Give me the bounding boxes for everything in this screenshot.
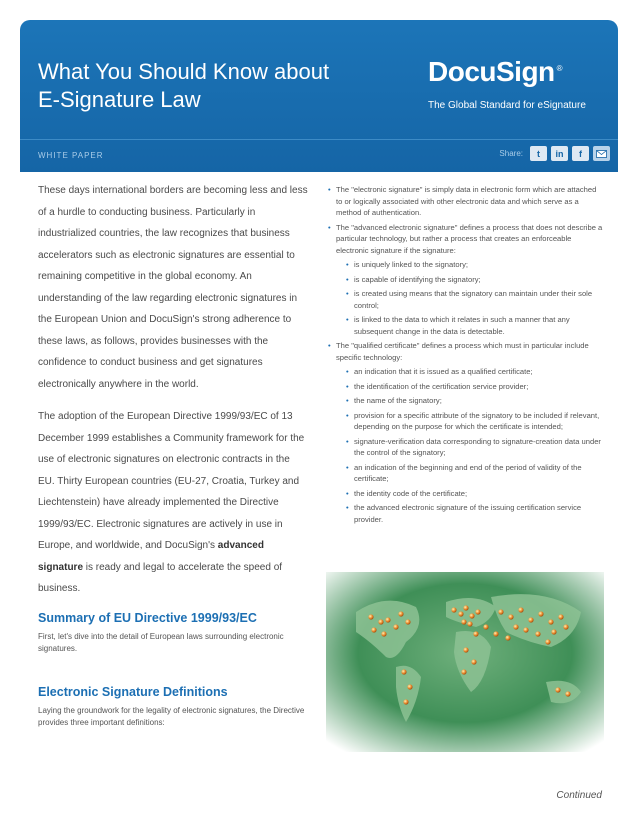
- map-marker: [508, 614, 513, 619]
- map-marker: [368, 614, 373, 619]
- list-item: • the identity code of the certificate;: [314, 488, 604, 500]
- tagline: The Global Standard for eSignature: [428, 100, 586, 111]
- continued-label: Continued: [556, 790, 602, 801]
- logo-text: DocuSign: [428, 56, 555, 87]
- directive-text: The adoption of the European Directive 1999/93/EC of 13 December 1999 establishes a Community framework for the use of electronic signatures on electronic contracts in the EU. Thirty European countries (EU-27, Croatia, Turkey and Liechtenstein) have already implemented the Directive 1999/93/EC. Electronic signatures are actively in use in Europe, and worldwide, and DocuSign's: [38, 411, 305, 551]
- map-marker: [535, 631, 540, 636]
- summary-heading: Summary of EU Directive 1999/93/EC: [38, 610, 257, 625]
- map-marker: [398, 611, 403, 616]
- title-line-2: E-Signature Law: [38, 87, 201, 112]
- summary-description: First, let's dive into the detail of European laws surrounding electronic signatures.: [38, 631, 284, 653]
- map-marker: [505, 635, 510, 640]
- definition-advanced-signature: • The "advanced electronic signature" defines a process that does not describe a particular technology, but rather a process that creates an enforceable electronic signature if the signature:: [314, 222, 604, 257]
- map-marker: [523, 627, 528, 632]
- map-marker: [538, 611, 543, 616]
- map-marker: [513, 624, 518, 629]
- definitions-heading: Electronic Signature Definitions: [38, 684, 228, 699]
- facebook-icon[interactable]: f: [572, 146, 589, 161]
- document-title: [38, 58, 329, 114]
- advanced-signature-emphasis: advanced signature: [38, 540, 264, 573]
- map-marker: [381, 631, 386, 636]
- map-marker: [498, 609, 503, 614]
- map-marker: [458, 611, 463, 616]
- list-item: • is linked to the data to which it relates in such a manner that any subsequent change in the data is detectable.: [314, 314, 604, 337]
- map-marker: [473, 631, 478, 636]
- map-marker: [518, 607, 523, 612]
- list-item: • is created using means that the signatory can maintain under their sole control;: [314, 288, 604, 311]
- list-item: • an indication that it is issued as a qualified certificate;: [314, 366, 604, 378]
- map-marker: [403, 699, 408, 704]
- map-marker: [565, 691, 570, 696]
- map-marker: [483, 624, 488, 629]
- map-marker: [463, 605, 468, 610]
- map-marker: [371, 627, 376, 632]
- map-marker: [471, 659, 476, 664]
- map-marker: [528, 617, 533, 622]
- map-marker: [551, 629, 556, 634]
- list-item: • the name of the signatory;: [314, 395, 604, 407]
- directive-text-end: is ready and legal to accelerate the speed of business.: [38, 561, 283, 594]
- list-item: • the identification of the certification service provider;: [314, 381, 604, 393]
- map-marker: [545, 639, 550, 644]
- map-marker: [407, 684, 412, 689]
- map-marker: [393, 624, 398, 629]
- section-label: WHITE PAPER: [38, 151, 104, 160]
- title-line-1: What You Should Know about: [38, 59, 330, 84]
- list-item: • an indication of the beginning and end of the period of validity of the certificate;: [314, 462, 604, 485]
- list-item: • signature-verification data corresponding to signature-creation data under the control of the signatory;: [314, 436, 604, 459]
- share-bar: [499, 146, 610, 161]
- header-banner: [20, 20, 618, 172]
- map-marker: [405, 619, 410, 624]
- list-item: • is uniquely linked to the signatory;: [314, 259, 604, 271]
- map-marker: [469, 613, 474, 618]
- map-marker: [548, 619, 553, 624]
- intro-paragraph: These days international borders are becoming less and less of a hurdle to conducting business. Particularly in industrialized countries, the law recognizes that business accelerators such as electronic signatures are essential to remaining competitive in the global economy. An understanding of the law regarding electronic signatures in the European Union and DocuSign's strong adherence to these laws, as follows, provides businesses with the confidence to conduct business and get signatures electronically anywhere in the world.: [38, 185, 308, 390]
- email-icon[interactable]: [593, 146, 610, 161]
- header-divider: [20, 139, 618, 140]
- map-marker: [558, 614, 563, 619]
- map-marker: [493, 631, 498, 636]
- map-marker: [463, 647, 468, 652]
- definition-electronic-signature: • The "electronic signature" is simply data in electronic form which are attached to or logically associated with other electronic data and which serve as a method of authentication.: [314, 184, 604, 219]
- definition-qualified-certificate: • The "qualified certificate" defines a process which must in particular include specific technology:: [314, 340, 604, 363]
- definitions-description: Laying the groundwork for the legality of electronic signatures, the Directive provides three important definitions:: [38, 705, 305, 727]
- map-marker: [563, 624, 568, 629]
- map-marker: [451, 607, 456, 612]
- map-marker: [555, 687, 560, 692]
- left-column: [38, 180, 308, 729]
- right-column: [314, 184, 604, 528]
- list-item: • is capable of identifying the signatory;: [314, 274, 604, 286]
- list-item: • provision for a specific attribute of the signatory to be included if relevant, depending on the purpose for which the certificate is intended;: [314, 410, 604, 433]
- map-marker: [461, 669, 466, 674]
- twitter-icon[interactable]: t: [530, 146, 547, 161]
- directive-paragraph: [38, 406, 308, 600]
- map-marker: [461, 619, 466, 624]
- map-marker: [475, 609, 480, 614]
- share-label: Share:: [499, 149, 523, 158]
- registered-mark: ®: [556, 63, 563, 73]
- map-marker: [467, 621, 472, 626]
- map-marker: [401, 669, 406, 674]
- docusign-logo[interactable]: [428, 56, 562, 88]
- map-marker: [385, 617, 390, 622]
- world-map-image: [326, 572, 604, 752]
- map-marker: [378, 619, 383, 624]
- list-item: • the advanced electronic signature of the issuing certification service provider.: [314, 502, 604, 525]
- linkedin-icon[interactable]: in: [551, 146, 568, 161]
